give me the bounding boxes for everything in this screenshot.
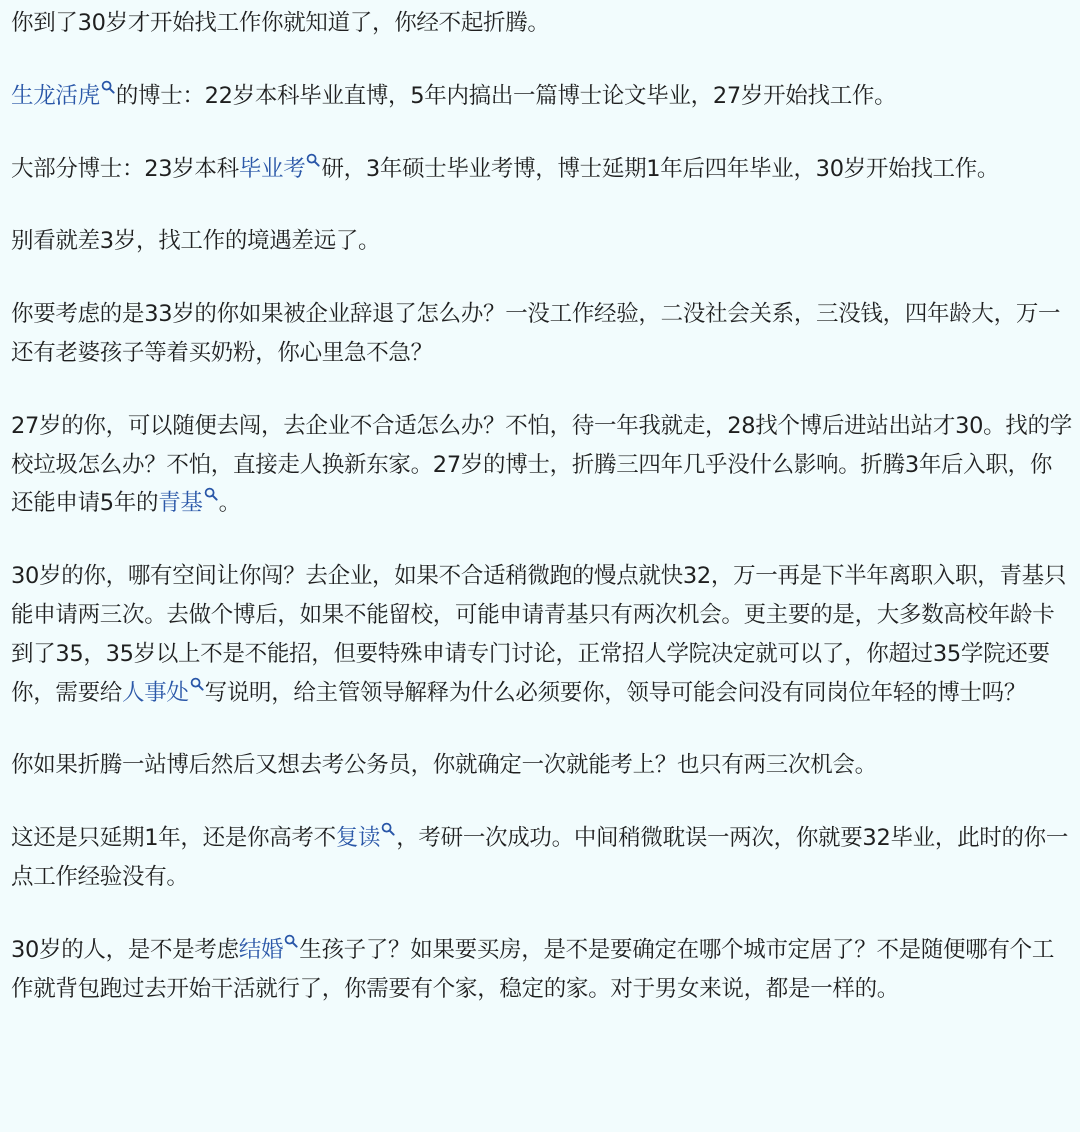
paragraph	[11, 77, 1072, 116]
paragraph-text: 27岁的你，可以随便去闯，去企业不合适怎么办？不怕，待一年我就走，28找个博后进站出站才30。找的学校垃圾怎么办？不怕，直接走人换新东家。27岁的博士，折腾三四年几乎没什么影响。折腾3年后入职，你还能申请5年的	[11, 412, 1072, 517]
paragraph-text: 研，3年硕士毕业考博，博士延期1年后四年毕业，30岁开始找工作。	[321, 155, 1000, 182]
paragraph-gap	[11, 261, 1072, 295]
paragraph	[11, 4, 1072, 43]
paragraph-text: 你要考虑的是33岁的你如果被企业辞退了怎么办？一没工作经验，二没社会关系，三没钱，四年龄大，万一还有老婆孩子等着买奶粉，你心里急不急？	[11, 301, 1061, 366]
keyword-link[interactable]: 结婚	[238, 936, 284, 963]
paragraph-gap	[11, 116, 1072, 150]
keyword-link[interactable]: 青基	[158, 490, 203, 517]
paragraph-gap	[11, 897, 1072, 931]
search-icon[interactable]	[381, 822, 395, 836]
paragraph-text: 别看就差3岁，找工作的境遇差远了。	[11, 228, 381, 255]
paragraph-gap	[11, 43, 1072, 77]
keyword-link[interactable]: 生龙活虎	[11, 82, 100, 109]
paragraph	[11, 746, 1072, 785]
paragraph-gap	[11, 785, 1072, 819]
keyword-link[interactable]: 人事处	[122, 679, 189, 706]
paragraph	[11, 295, 1072, 373]
paragraph-text: 30岁的你，哪有空间让你闯？去企业，如果不合适稍微跑的慢点就快32，万一再是下半年离职入职，青基只能申请两三次。去做个博后，如果不能留校，可能申请青基只有两次机会。更主要的是，大多数高校年龄卡到了35，35岁以上不是不能招，但要特殊申请专门讨论，正常招人学院决定就可以了，你超过35学院还要你，需要给	[11, 563, 1067, 706]
paragraph-text: 大部分博士：23岁本科	[11, 155, 239, 182]
paragraph-text: 写说明，给主管领导解释为什么必须要你，领导可能会问没有同岗位年轻的博士吗？	[204, 679, 1027, 706]
paragraph-gap	[11, 712, 1072, 746]
paragraph-text: 30岁的人，是不是考虑	[11, 936, 239, 963]
search-icon[interactable]	[306, 153, 320, 167]
paragraph-text: 的博士：22岁本科毕业直博，5年内搞出一篇博士论文毕业，27岁开始找工作。	[115, 82, 897, 109]
paragraph	[11, 819, 1072, 897]
paragraph-gap	[11, 373, 1072, 407]
paragraph-gap	[11, 523, 1072, 557]
paragraph-gap	[11, 188, 1072, 222]
search-icon[interactable]	[101, 80, 115, 94]
search-icon[interactable]	[204, 487, 218, 501]
paragraph-text: 。	[218, 490, 241, 517]
paragraph-text: 你到了30岁才开始找工作你就知道了，你经不起折腾。	[11, 10, 550, 36]
paragraph	[11, 557, 1072, 712]
keyword-link[interactable]: 毕业考	[238, 155, 306, 182]
search-icon[interactable]	[190, 677, 204, 691]
paragraph	[11, 407, 1072, 523]
paragraph-text: 生孩子了？如果要买房，是不是要确定在哪个城市定居了？不是随便哪有个工作就背包跑过去开始干活就行了，你需要有个家，稳定的家。对于男女来说，都是一样的。	[11, 936, 1055, 1002]
paragraph-text: 这还是只延期1年，还是你高考不	[11, 825, 336, 852]
paragraph	[11, 931, 1072, 1009]
paragraph	[11, 150, 1072, 189]
paragraph-text: 你如果折腾一站博后然后又想去考公务员，你就确定一次就能考上？也只有两三次机会。	[11, 752, 877, 779]
paragraph	[11, 222, 1072, 261]
paragraph-text: ，考研一次成功。中间稍微耽误一两次，你就要32毕业，此时的你一点工作经验没有。	[11, 825, 1069, 890]
keyword-link[interactable]: 复读	[335, 825, 381, 852]
search-icon[interactable]	[284, 934, 298, 948]
